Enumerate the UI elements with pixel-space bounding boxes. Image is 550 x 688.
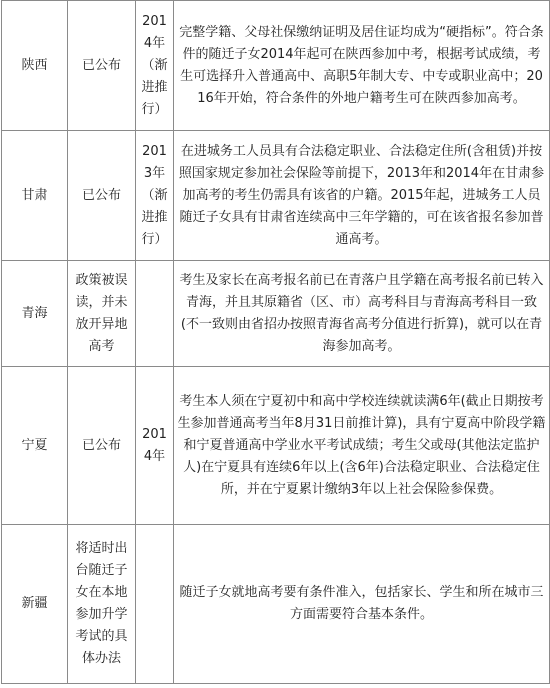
status-cell: 已公布 [68, 367, 136, 525]
year-cell: 2014年 [136, 367, 174, 525]
table-row [2, 367, 550, 525]
year-cell [136, 261, 174, 367]
province-cell: 新疆 [2, 525, 68, 684]
status-cell: 政策被误读，并未放开异地高考 [68, 261, 136, 367]
year-cell: 2013年（渐进推行） [136, 131, 174, 261]
table-row [2, 131, 550, 261]
policy-table [1, 0, 550, 684]
table-row [2, 261, 550, 367]
province-cell: 青海 [2, 261, 68, 367]
detail-cell: 完整学籍、父母社保缴纳证明及居住证均成为“硬指标”。符合条件的随迁子女2014年起可在陕西参加中考，根据考试成绩，考生可选择升入普通高中、高职5年制大专、中专或职业高中；2016年开始，符合条件的外地户籍考生可在陕西参加高考。 [174, 1, 550, 131]
detail-cell: 考生本人须在宁夏初中和高中学校连续就读满6年(截止日期按考生参加普通高考当年8月31日前推计算)，具有宁夏高中阶段学籍和宁夏普通高中学业水平考试成绩；考生父或母(其他法定监护人)在宁夏具有连续6年以上(含6年)合法稳定职业、合法稳定住所，并在宁夏累计缴纳3年以上社会保险参保费。 [174, 367, 550, 525]
table-row [2, 1, 550, 131]
province-cell: 宁夏 [2, 367, 68, 525]
table-row [2, 525, 550, 684]
status-cell: 已公布 [68, 131, 136, 261]
detail-cell: 随迁子女就地高考要有条件准入，包括家长、学生和所在城市三方面需要符合基本条件。 [174, 525, 550, 684]
detail-cell: 考生及家长在高考报名前已在青落户且学籍在高考报名前已转入青海，并且其原籍省（区、市）高考科目与青海高考科目一致(不一致则由省招办按照青海省高考分值进行折算)，就可以在青海参加高考。 [174, 261, 550, 367]
province-cell: 甘肃 [2, 131, 68, 261]
province-cell: 陕西 [2, 1, 68, 131]
status-cell: 已公布 [68, 1, 136, 131]
detail-cell: 在进城务工人员具有合法稳定职业、合法稳定住所(含租赁)并按照国家规定参加社会保险等前提下，2013年和2014年在甘肃参加高考的考生仍需具有该省的户籍。2015年起，进城务工人员随迁子女具有甘肃省连续高中三年学籍的，可在该省报名参加普通高考。 [174, 131, 550, 261]
year-cell [136, 525, 174, 684]
status-cell: 将适时出台随迁子女在本地参加升学考试的具体办法 [68, 525, 136, 684]
year-cell: 2014年（渐进推行） [136, 1, 174, 131]
